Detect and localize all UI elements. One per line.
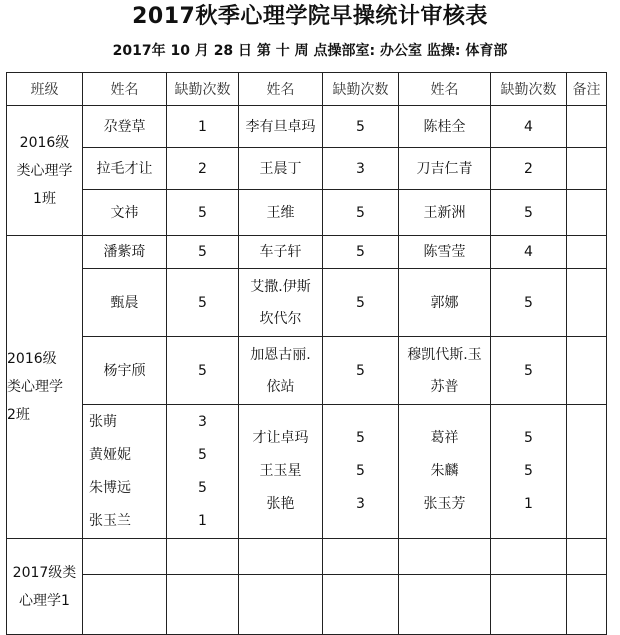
absence-count: 5: [491, 269, 567, 337]
remarks-cell: [567, 148, 607, 190]
header-name-3: 姓名: [399, 73, 491, 106]
student-name: 潘紫琦: [83, 236, 167, 269]
table-row: [7, 106, 607, 148]
student-name: 文祎: [83, 190, 167, 236]
absence-count: 5: [167, 190, 239, 236]
table-row: [7, 236, 607, 269]
remarks-cell: [567, 539, 607, 575]
table-row: [7, 190, 607, 236]
header-absence-2: 缺勤次数: [323, 73, 399, 106]
header-class: 班级: [7, 73, 83, 106]
absence-count: [323, 575, 399, 635]
student-name: 穆凯代斯.玉 苏普: [399, 337, 491, 405]
student-name: 王晨丁: [239, 148, 323, 190]
absence-count: [167, 539, 239, 575]
absence-count: 5: [323, 190, 399, 236]
absence-count: [167, 575, 239, 635]
absence-count: 5: [167, 269, 239, 337]
absence-count: [491, 539, 567, 575]
header-name-2: 姓名: [239, 73, 323, 106]
remarks-cell: [567, 575, 607, 635]
absence-count: 5: [323, 236, 399, 269]
absence-count: 3: [323, 148, 399, 190]
remarks-cell: [567, 269, 607, 337]
absence-count: 5: [323, 337, 399, 405]
student-name: 王维: [239, 190, 323, 236]
absence-count: 2: [491, 148, 567, 190]
absence-count: 5: [323, 106, 399, 148]
page-title: 2017秋季心理学院早操统计审核表: [132, 4, 488, 29]
student-name: [399, 575, 491, 635]
header-name-1: 姓名: [83, 73, 167, 106]
report-subtitle: 2017年 10 月 28 日 第 十 周 点操部室: 办公室 监操: 体育部: [112, 43, 508, 59]
student-name: 郭娜: [399, 269, 491, 337]
absence-count: 4: [491, 236, 567, 269]
remarks-cell: [567, 106, 607, 148]
remarks-cell: [567, 337, 607, 405]
student-name: 甄晨: [83, 269, 167, 337]
student-name: 艾撒.伊斯 坎代尔: [239, 269, 323, 337]
absence-count: 5: [167, 236, 239, 269]
student-name: 陈桂全: [399, 106, 491, 148]
table-row: [7, 575, 607, 635]
student-name: 李有旦卓玛: [239, 106, 323, 148]
student-name: 拉毛才让: [83, 148, 167, 190]
absence-count: [491, 575, 567, 635]
absence-count: 1: [167, 106, 239, 148]
header-absence-3: 缺勤次数: [491, 73, 567, 106]
absence-count: 5: [167, 337, 239, 405]
student-name: 杨宇颀: [83, 337, 167, 405]
absence-count: 2: [167, 148, 239, 190]
absence-count: 5: [323, 269, 399, 337]
table-row: [7, 539, 607, 575]
student-name: 车子轩: [239, 236, 323, 269]
table-row: [7, 337, 607, 405]
table-row: [7, 405, 607, 539]
student-name: [239, 539, 323, 575]
remarks-cell: [567, 405, 607, 539]
remarks-cell: [567, 190, 607, 236]
attendance-table: [6, 72, 607, 635]
absence-count: 5: [491, 337, 567, 405]
absence-count-group: 5 5 1: [491, 405, 567, 539]
remarks-cell: [567, 236, 607, 269]
student-name: [399, 539, 491, 575]
student-name-group: 才让卓玛 王玉星 张艳: [239, 405, 323, 539]
student-name: [83, 539, 167, 575]
student-name: 尕登草: [83, 106, 167, 148]
absence-count: [323, 539, 399, 575]
header-row: [7, 73, 607, 106]
student-name: 陈雪莹: [399, 236, 491, 269]
student-name-group: 张萌 黄娅妮 朱博远 张玉兰: [83, 405, 167, 539]
class-cell-2017-1: 2017级类 心理学1: [7, 539, 83, 635]
class-cell-2016-2: 2016级 类心理学 2班: [7, 236, 83, 539]
student-name: 加恩古丽. 依站: [239, 337, 323, 405]
table-row: [7, 148, 607, 190]
student-name: 王新洲: [399, 190, 491, 236]
absence-count-group: 3 5 5 1: [167, 405, 239, 539]
student-name: [239, 575, 323, 635]
student-name-group: 葛祥 朱麟 张玉芳: [399, 405, 491, 539]
student-name: [83, 575, 167, 635]
class-cell-2016-1: 2016级 类心理学 1班: [7, 106, 83, 236]
table-row: [7, 269, 607, 337]
absence-count-group: 5 5 3: [323, 405, 399, 539]
absence-count: 5: [491, 190, 567, 236]
header-absence-1: 缺勤次数: [167, 73, 239, 106]
header-remarks: 备注: [567, 73, 607, 106]
absence-count: 4: [491, 106, 567, 148]
student-name: 刀吉仁青: [399, 148, 491, 190]
